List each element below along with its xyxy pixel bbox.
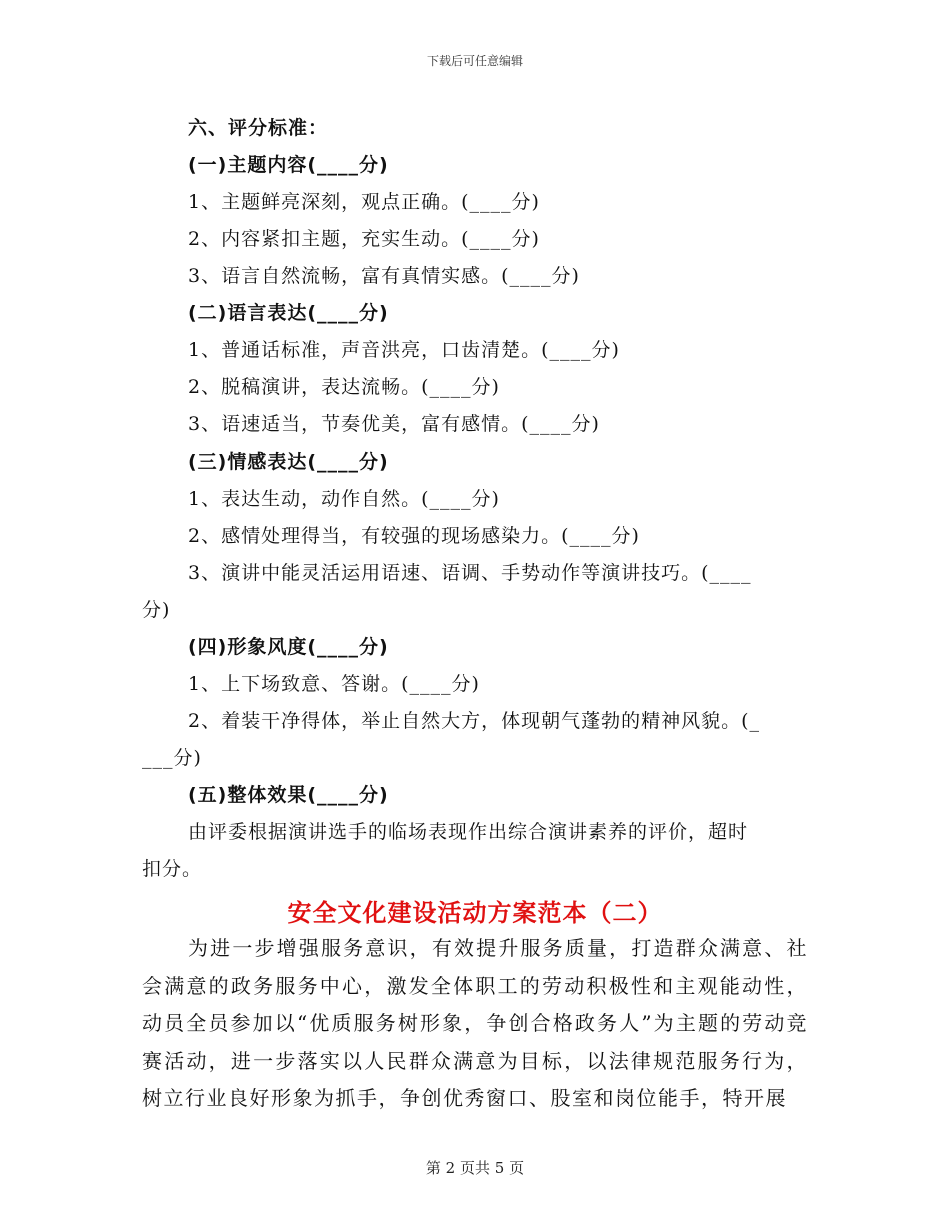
criteria-line: 2、内容紧扣主题，充实生动。(____分) [188,228,540,250]
section-title: 安全文化建设活动方案范本（二） [287,899,663,927]
criteria-line: ___分) [142,747,202,769]
section-heading: (三)情感表达(____分) [188,451,389,473]
criteria-line: 3、演讲中能灵活运用语速、语调、手势动作等演讲技巧。(____ [188,562,752,584]
criteria-line: 2、着装干净得体，举止自然大方，体现朝气蓬勃的精神风貌。(_ [188,710,761,732]
criteria-line: 2、脱稿演讲，表达流畅。(____分) [188,376,500,398]
section-heading: 六、评分标准： [188,117,329,139]
criteria-line: 分) [142,599,171,621]
body-paragraph: 为进一步增强服务意识，有效提升服务质量，打造群众满意、社会满意的政务服务中心，激发全体职工的劳动积极性和主观能动性，动员全员参加以“优质服务树形象，争创合格政务人”为主题的劳动竞赛活动，进一步落实以人民群众满意为目标，以法律规范服务行为，树立行业良好形象为抓手，争创优秀窗口、股室和岗位能手，特开展 [142,936,808,1110]
page-footer: 第 2 页共 5 页 [425,1159,525,1177]
section-heading: (一)主题内容(____分) [188,154,389,176]
criteria-line: 1、表达生动，动作自然。(____分) [188,488,500,510]
section-heading: (四)形象风度(____分) [188,636,389,658]
section-heading: (五)整体效果(____分) [188,784,389,806]
page-header: 下载后可任意编辑 [426,54,523,68]
criteria-line: 3、语速适当，节奏优美，富有感情。(____分) [188,413,600,435]
criteria-line: 1、主题鲜亮深刻，观点正确。(____分) [188,191,540,213]
criteria-line: 扣分。 [142,858,203,880]
criteria-line: 由评委根据演讲选手的临场表现作出综合演讲素养的评价，超时 [188,821,749,843]
criteria-line: 3、语言自然流畅，富有真情实感。(____分) [188,265,580,287]
criteria-line: 1、普通话标准，声音洪亮，口齿清楚。(____分) [188,339,620,361]
criteria-line: 1、上下场致意、答谢。(____分) [188,673,480,695]
section-heading: (二)语言表达(____分) [188,302,389,324]
criteria-line: 2、感情处理得当，有较强的现场感染力。(____分) [188,525,640,547]
